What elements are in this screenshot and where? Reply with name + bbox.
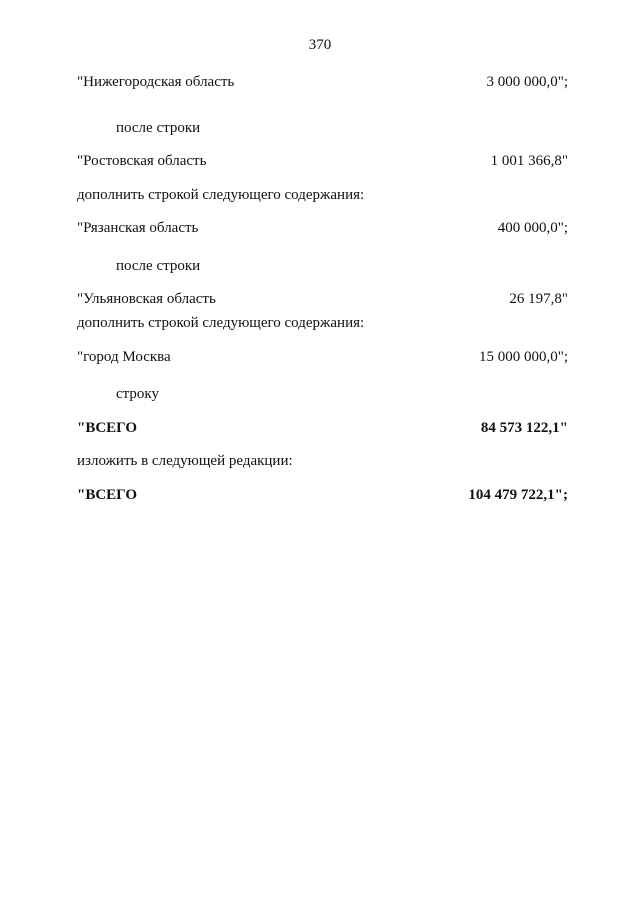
add-line-text-2: дополнить строкой следующего содержания: bbox=[77, 315, 365, 331]
row-value-total-old: 84 573 122,1" bbox=[480, 420, 568, 436]
row-name-total-new: "ВСЕГО bbox=[77, 487, 138, 503]
row-value-ulyanovskaya: 26 197,8" bbox=[509, 291, 568, 307]
add-line-text-1: дополнить строкой следующего содержания: bbox=[77, 187, 365, 203]
page-number: 370 bbox=[308, 37, 332, 53]
row-value-nizhegorodskaya: 3 000 000,0"; bbox=[486, 74, 568, 90]
row-value-total-new: 104 479 722,1"; bbox=[468, 487, 568, 503]
row-name-ryazanskaya: "Рязанская область bbox=[77, 220, 199, 236]
redaction-text: изложить в следующей редакции: bbox=[77, 453, 293, 469]
after-line-text-2: после строки bbox=[116, 258, 201, 274]
row-name-rostovskaya: "Ростовская область bbox=[77, 153, 207, 169]
row-name-total-old: "ВСЕГО bbox=[77, 420, 138, 436]
row-value-rostovskaya: 1 001 366,8" bbox=[490, 153, 568, 169]
row-value-moskva: 15 000 000,0"; bbox=[478, 349, 568, 365]
row-name-moskva: "город Москва bbox=[77, 349, 171, 365]
after-line-text-1: после строки bbox=[116, 120, 201, 136]
line-word-text: строку bbox=[116, 386, 159, 402]
row-name-ulyanovskaya: "Ульяновская область bbox=[77, 291, 216, 307]
row-name-nizhegorodskaya: "Нижегородская область bbox=[77, 74, 235, 90]
row-value-ryazanskaya: 400 000,0"; bbox=[497, 220, 568, 236]
